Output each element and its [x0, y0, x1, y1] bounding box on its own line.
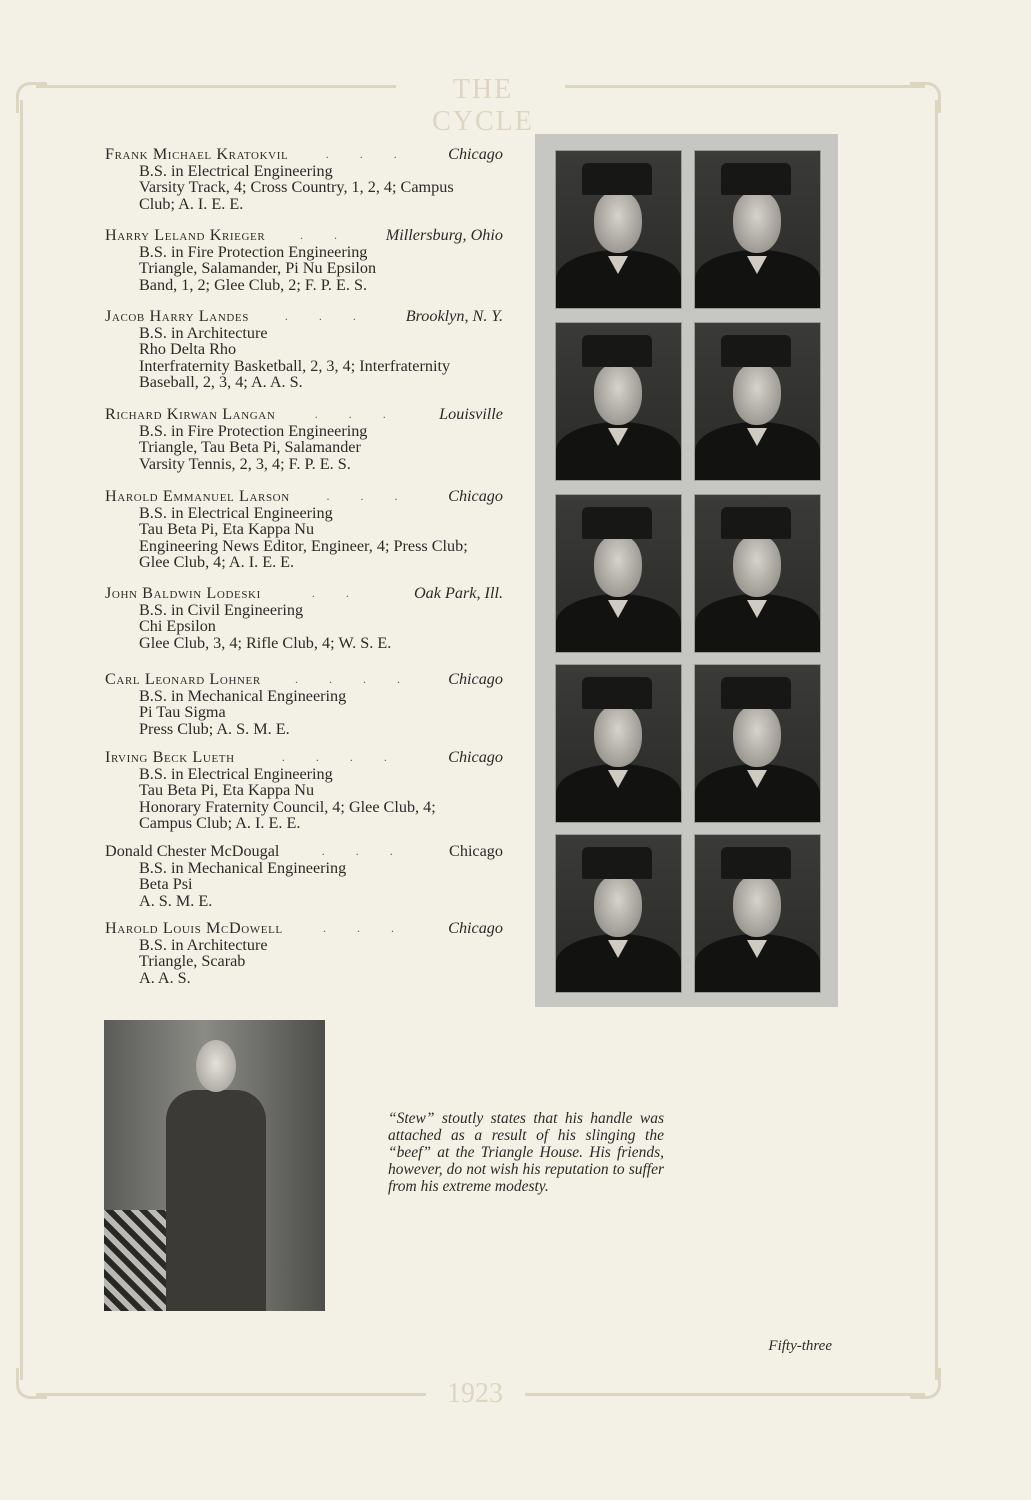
entry-city: Chicago — [448, 670, 503, 688]
entry-line: Glee Club, 3, 4; Rifle Club, 4; W. S. E. — [139, 633, 392, 652]
entry-name: Harry Leland Krieger — [105, 226, 266, 244]
leader-dots: . . . — [314, 407, 400, 421]
entry-lodeski — [105, 585, 503, 651]
frame-right-rule — [935, 100, 938, 1380]
entry-line: B.S. in Electrical Engineering — [139, 503, 333, 522]
frame-top-left-rule — [36, 85, 396, 88]
portrait-photo-landes — [555, 322, 682, 481]
entry-line: B.S. in Civil Engineering — [139, 600, 304, 619]
entry-line: Rho Delta Rho — [139, 340, 237, 358]
entry-line: B.S. in Fire Protection Engineering — [139, 242, 368, 261]
entry-name: Irving Beck Lueth — [105, 748, 235, 766]
entry-line: A. S. M. E. — [139, 891, 213, 910]
frame-corner-bottom-right — [910, 1368, 941, 1399]
entry-landes — [105, 308, 503, 391]
entry-line: Press Club; A. S. M. E. — [139, 719, 290, 738]
leader-dots: . . . . — [294, 672, 414, 686]
entry-line: Club; A. I. E. E. — [139, 194, 244, 213]
entry-line: Tau Beta Pi, Eta Kappa Nu — [139, 781, 315, 799]
frame-top-right-rule — [565, 85, 925, 88]
portrait-photo-lodeski — [694, 494, 821, 653]
entry-name: Frank Michael Kratokvil — [105, 145, 289, 163]
entry-line: B.S. in Electrical Engineering — [139, 764, 333, 783]
entry-line: Band, 1, 2; Glee Club, 2; F. P. E. S. — [139, 275, 368, 294]
footer-year: 1923 — [447, 1378, 503, 1409]
entry-line: Pi Tau Sigma — [139, 703, 226, 721]
entry-line: Interfraternity Basketball, 2, 3, 4; Interfraternity — [139, 356, 451, 375]
entry-larson — [105, 488, 503, 571]
portrait-photo-langan — [694, 322, 821, 481]
leader-dots: . . . — [284, 309, 370, 323]
entry-langan — [105, 406, 503, 472]
entry-line: Honorary Fraternity Council, 4; Glee Club, 4; — [139, 797, 436, 816]
entry-line: B.S. in Architecture — [139, 935, 268, 954]
candid-photo — [104, 1020, 325, 1311]
entry-city: Millersburg, Ohio — [385, 226, 503, 244]
leader-dots: . . — [311, 586, 363, 600]
caption-quote: “Stew” stoutly states that his handle was attached as a result of his slinging the “beef” at the Triangle House. His friends, however, do not wish his reputation to suffer from his extreme modesty. — [388, 1110, 664, 1195]
figure-head — [196, 1040, 236, 1092]
portrait-photo-kratokvil — [555, 150, 682, 309]
entry-line: A. A. S. — [139, 968, 191, 987]
portrait-photo-lohner — [555, 664, 682, 823]
portrait-photo-larson — [555, 494, 682, 653]
entry-line: B.S. in Mechanical Engineering — [139, 858, 347, 877]
header-title: THE CYCLE — [432, 74, 534, 137]
portrait-photo-mcdougal — [555, 834, 682, 993]
entry-line: B.S. in Mechanical Engineering — [139, 686, 347, 705]
portrait-photo-mcdowell — [694, 834, 821, 993]
entry-city: Chicago — [449, 842, 503, 860]
portrait-photo-krieger — [694, 150, 821, 309]
entry-line: Triangle, Tau Beta Pi, Salamander — [139, 438, 361, 456]
entry-line: B.S. in Fire Protection Engineering — [139, 421, 368, 440]
frame-corner-top-left — [16, 82, 47, 113]
entry-name: John Baldwin Lodeski — [105, 584, 261, 602]
leader-dots: . . . — [322, 921, 408, 935]
entry-name: Jacob Harry Landes — [105, 307, 249, 325]
entry-name: Harold Louis McDowell — [105, 919, 283, 937]
entry-line: Engineering News Editor, Engineer, 4; Press Club; — [139, 536, 468, 555]
entry-lueth — [105, 749, 503, 832]
entry-line: Chi Epsilon — [139, 617, 216, 635]
leader-dots: . . . — [325, 147, 411, 161]
entry-mcdowell — [105, 920, 503, 986]
entry-line: Varsity Track, 4; Cross Country, 1, 2, 4; Campus — [139, 178, 454, 196]
entry-city: Chicago — [448, 919, 503, 937]
entry-line: Glee Club, 4; A. I. E. E. — [139, 553, 295, 571]
entry-line: Campus Club; A. I. E. E. — [139, 814, 301, 832]
entry-line: Triangle, Scarab — [139, 952, 246, 970]
entry-line: Varsity Tennis, 2, 3, 4; F. P. E. S. — [139, 454, 351, 473]
leader-dots: . . . — [321, 844, 407, 858]
leader-dots: . . — [300, 228, 352, 242]
entry-line: B.S. in Electrical Engineering — [139, 161, 333, 180]
page-number: Fifty-three — [768, 1338, 832, 1354]
entry-city: Chicago — [448, 145, 503, 163]
frame-bottom-right-rule — [525, 1393, 925, 1396]
frame-corner-bottom-left — [16, 1368, 47, 1399]
frame-left-rule — [20, 100, 23, 1380]
leader-dots: . . . — [326, 489, 412, 503]
entry-kratokvil — [105, 146, 503, 212]
portrait-photo-lueth — [694, 664, 821, 823]
portrait-panel — [535, 134, 838, 1007]
entry-name: Donald Chester McDougal — [105, 842, 280, 860]
entry-city: Chicago — [448, 487, 503, 505]
figure-body — [166, 1090, 266, 1311]
entry-krieger — [105, 227, 503, 293]
leader-dots: . . . . — [281, 750, 401, 764]
entry-city: Brooklyn, N. Y. — [405, 307, 503, 325]
entry-line: Beta Psi — [139, 875, 193, 893]
entry-name: Richard Kirwan Langan — [105, 405, 276, 423]
entry-name: Harold Emmanuel Larson — [105, 487, 290, 505]
entry-name: Carl Leonard Lohner — [105, 670, 261, 688]
entry-mcdougal — [105, 843, 503, 909]
entry-line: Baseball, 2, 3, 4; A. A. S. — [139, 373, 303, 391]
entry-lohner — [105, 671, 503, 737]
frame-corner-top-right — [910, 82, 941, 113]
entry-line: Tau Beta Pi, Eta Kappa Nu — [139, 520, 315, 538]
entry-line: Triangle, Salamander, Pi Nu Epsilon — [139, 259, 377, 277]
entry-city: Chicago — [448, 748, 503, 766]
entry-city: Louisville — [439, 405, 503, 423]
entry-line: B.S. in Architecture — [139, 323, 268, 342]
entry-city: Oak Park, Ill. — [413, 584, 503, 602]
frame-bottom-left-rule — [36, 1393, 426, 1396]
